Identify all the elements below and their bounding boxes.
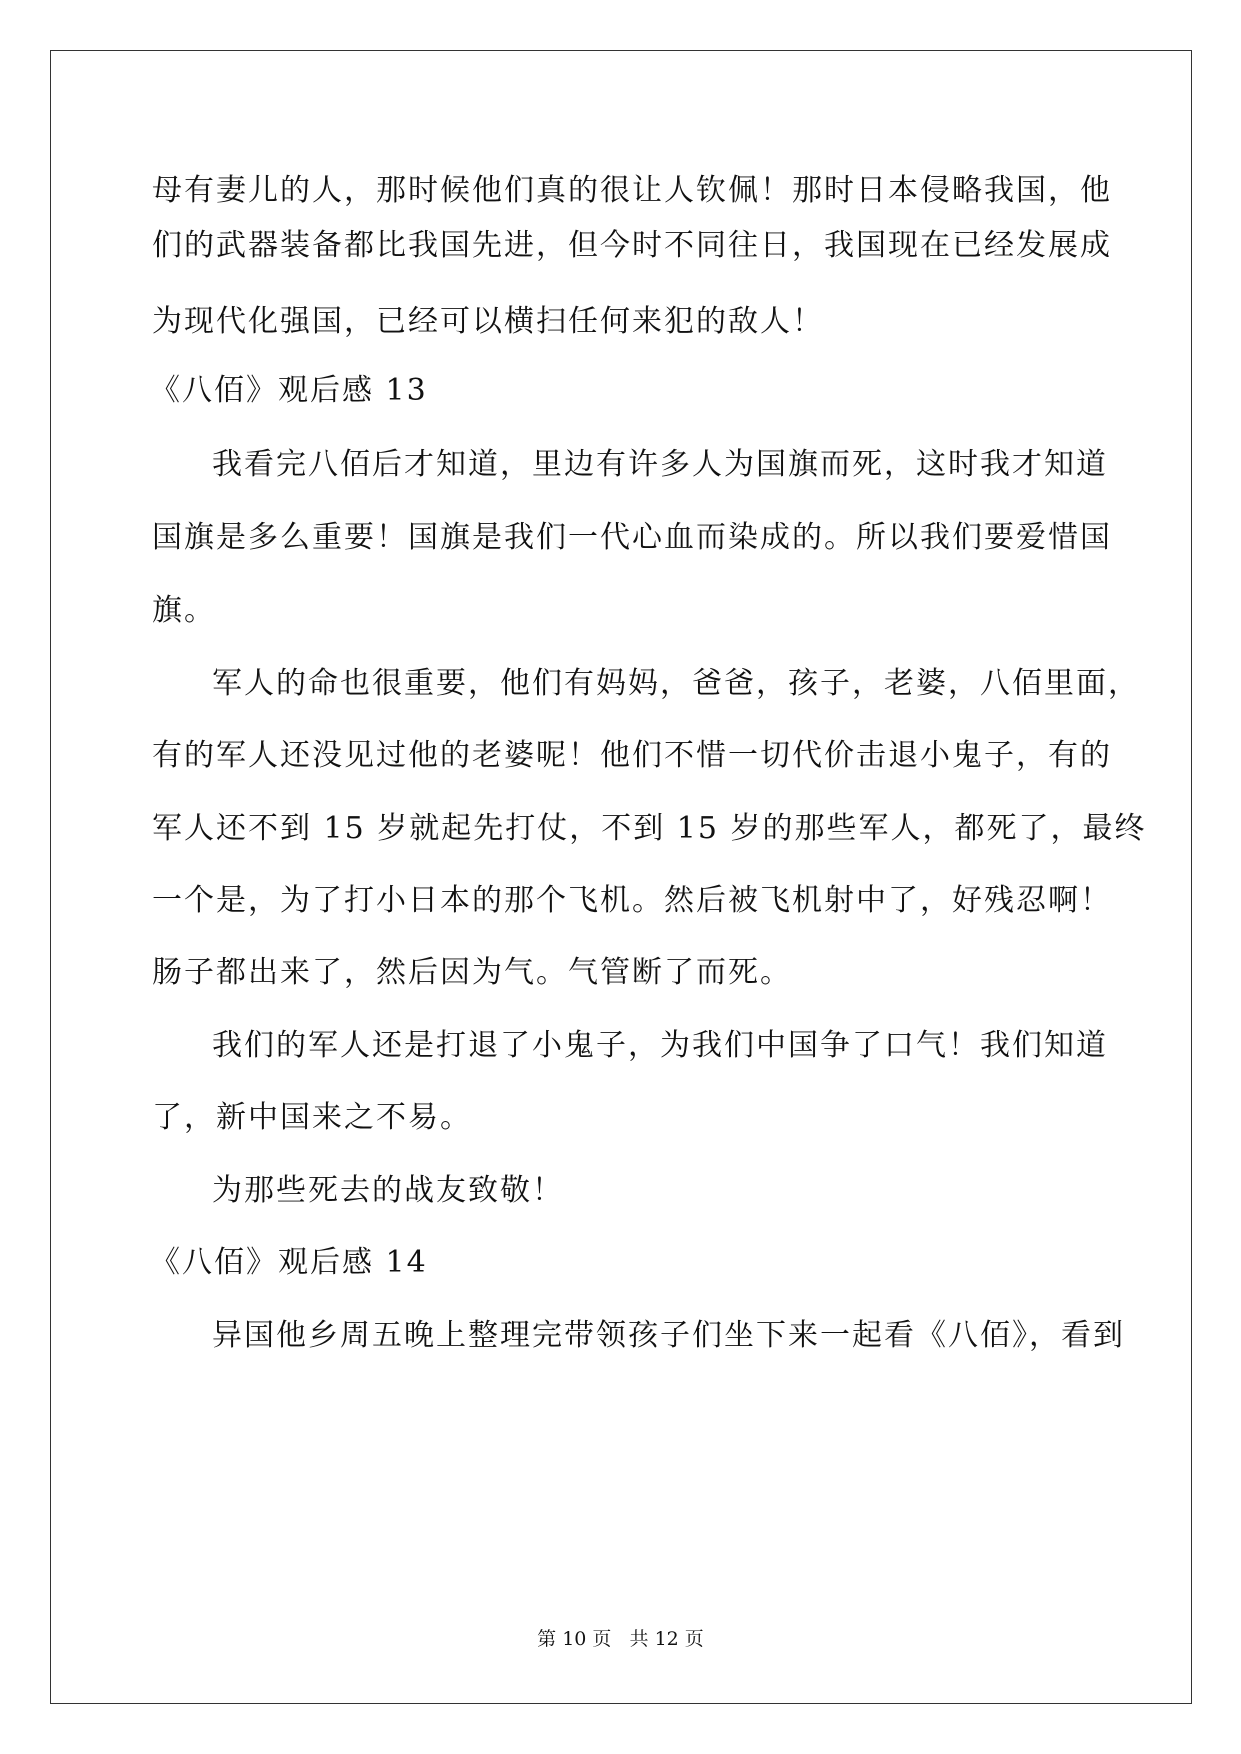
paragraph-line: 军人的命也很重要，他们有妈妈，爸爸，孩子，老婆，八佰里面，	[212, 666, 1140, 701]
paragraph-line: 为那些死去的战友致敬！	[212, 1173, 564, 1208]
paragraph-line: 我们的军人还是打退了小鬼子，为我们中国争了口气！我们知道	[212, 1028, 1108, 1063]
paragraph-line: 国旗是多么重要！国旗是我们一代心血而染成的。所以我们要爱惜国	[152, 520, 1112, 555]
paragraph-line: 母有妻儿的人，那时候他们真的很让人钦佩！那时日本侵略我国，他	[152, 173, 1112, 208]
paragraph-line: 军人还不到 15 岁就起先打仗，不到 15 岁的那些军人，都死了，最终	[152, 811, 1147, 846]
paragraph-line: 一个是，为了打小日本的那个飞机。然后被飞机射中了，好残忍啊！	[152, 883, 1112, 918]
paragraph-line: 我看完八佰后才知道，里边有许多人为国旗而死，这时我才知道	[212, 447, 1108, 482]
paragraph-line: 有的军人还没见过他的老婆呢！他们不惜一切代价击退小鬼子，有的	[152, 738, 1112, 773]
paragraph-line: 肠子都出来了，然后因为气。气管断了而死。	[152, 955, 792, 990]
section-heading: 《八佰》观后感 13	[150, 373, 428, 408]
section-heading: 《八佰》观后感 14	[150, 1245, 428, 1280]
paragraph-line: 异国他乡周五晚上整理完带领孩子们坐下来一起看《八佰》，看到	[212, 1318, 1125, 1353]
paragraph-line: 了，新中国来之不易。	[152, 1100, 472, 1135]
paragraph-line: 旗。	[152, 593, 216, 628]
page-border	[50, 50, 1192, 1704]
page-footer: 第 10 页 共 12 页	[537, 1628, 704, 1650]
paragraph-line: 们的武器装备都比我国先进，但今时不同往日，我国现在已经发展成	[152, 228, 1112, 263]
paragraph-line: 为现代化强国，已经可以横扫任何来犯的敌人！	[152, 304, 824, 339]
